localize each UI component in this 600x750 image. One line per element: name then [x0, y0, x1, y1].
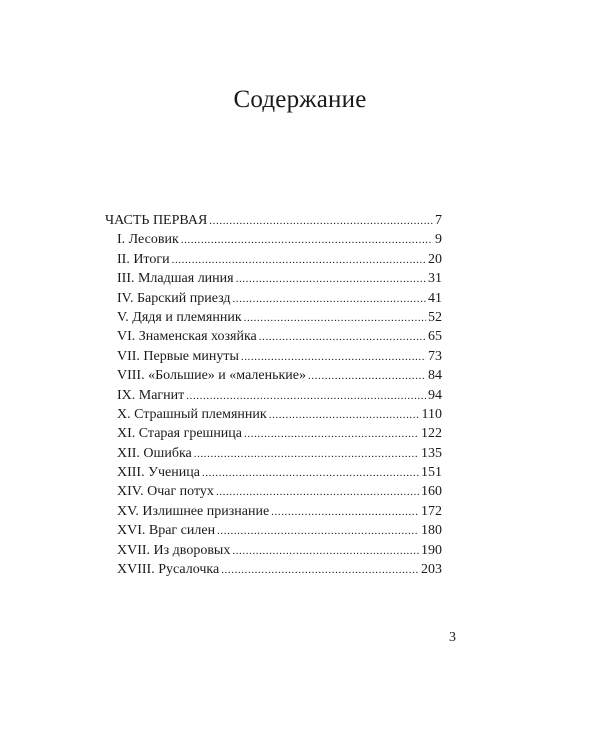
toc-chapter-row	[105, 308, 442, 327]
toc-chapter-page: 135	[421, 445, 442, 461]
toc-chapter-row	[105, 366, 442, 385]
toc-chapter-row	[105, 386, 442, 405]
toc-chapter-row	[105, 463, 442, 482]
toc-part-page: 7	[435, 213, 442, 228]
dot-leader	[172, 251, 426, 269]
dot-leader	[202, 464, 419, 482]
toc-part-label: ЧАСТЬ ПЕРВАЯ	[105, 213, 208, 228]
toc-chapter-label: VIII. «Большие» и «маленькие»	[117, 368, 306, 384]
toc-chapter-row	[105, 502, 442, 521]
toc-chapter-row	[105, 424, 442, 443]
dot-leader	[269, 406, 420, 424]
dot-leader	[271, 503, 419, 521]
toc-chapter-row	[105, 521, 442, 540]
toc-chapter-label: IX. Магнит	[117, 387, 185, 403]
table-of-contents	[105, 211, 442, 579]
toc-chapter-label: X. Страшный племянник	[117, 406, 267, 422]
dot-leader	[244, 309, 426, 327]
dot-leader	[241, 348, 426, 366]
dot-leader	[308, 367, 426, 385]
dot-leader	[194, 445, 419, 463]
toc-chapter-label: XVIII. Русалочка	[117, 562, 220, 578]
toc-chapter-row	[105, 541, 442, 560]
toc-chapter-page: 160	[421, 484, 442, 500]
toc-chapter-page: 122	[421, 426, 442, 442]
toc-chapter-page: 84	[428, 368, 442, 384]
toc-chapter-label: XI. Старая грешница	[117, 426, 243, 442]
dot-leader	[232, 542, 419, 560]
toc-chapter-page: 31	[428, 271, 442, 287]
toc-chapter-row	[105, 347, 442, 366]
toc-chapter-row	[105, 405, 442, 424]
toc-chapter-page: 9	[435, 232, 442, 248]
toc-chapter-page: 65	[428, 329, 442, 345]
toc-chapter-row	[105, 560, 442, 579]
toc-chapter-page: 73	[428, 348, 442, 364]
dot-leader	[221, 561, 419, 579]
toc-chapter-label: IV. Барский приезд	[117, 290, 231, 306]
toc-chapter-label: XVII. Из дворовых	[117, 542, 231, 558]
toc-chapter-row	[105, 444, 442, 463]
toc-chapter-label: VI. Знаменская хозяйка	[117, 329, 257, 345]
toc-chapter-label: XIII. Ученица	[117, 465, 200, 481]
toc-part-row	[105, 211, 442, 230]
dot-leader	[216, 483, 419, 501]
toc-chapter-row	[105, 289, 442, 308]
page-number: 3	[449, 630, 456, 645]
toc-chapter-label: XV. Излишнее признание	[117, 503, 270, 519]
toc-chapter-label: XII. Ошибка	[117, 445, 192, 461]
toc-chapter-row	[105, 327, 442, 346]
dot-leader	[186, 387, 426, 405]
dot-leader	[236, 270, 426, 288]
toc-chapter-label: III. Младшая линия	[117, 271, 234, 287]
toc-chapter-page: 190	[421, 542, 442, 558]
toc-chapter-page: 20	[428, 251, 442, 267]
toc-chapter-page: 203	[421, 562, 442, 578]
toc-chapter-row	[105, 482, 442, 501]
toc-chapter-row	[105, 250, 442, 269]
toc-chapter-page: 52	[428, 309, 442, 325]
dot-leader	[217, 522, 419, 540]
toc-chapter-row	[105, 269, 442, 288]
toc-chapter-label: II. Итоги	[117, 251, 170, 267]
dot-leader	[259, 328, 426, 346]
toc-chapter-page: 172	[421, 503, 442, 519]
toc-chapter-page: 151	[421, 465, 442, 481]
toc-chapter-label: XVI. Враг силен	[117, 523, 216, 539]
dot-leader	[244, 425, 419, 443]
toc-chapter-label: XIV. Очаг потух	[117, 484, 214, 500]
toc-chapter-label: I. Лесовик	[117, 232, 179, 248]
dot-leader	[181, 231, 433, 249]
toc-chapter-page: 41	[428, 290, 442, 306]
toc-chapter-row	[105, 230, 442, 249]
toc-chapter-label: VII. Первые минуты	[117, 348, 239, 364]
toc-chapter-page: 94	[428, 387, 442, 403]
toc-chapter-page: 110	[421, 406, 442, 422]
dot-leader	[209, 212, 433, 230]
dot-leader	[233, 290, 427, 308]
toc-chapter-page: 180	[421, 523, 442, 539]
page-title: Содержание	[233, 86, 367, 113]
toc-chapter-label: V. Дядя и племянник	[117, 309, 242, 325]
